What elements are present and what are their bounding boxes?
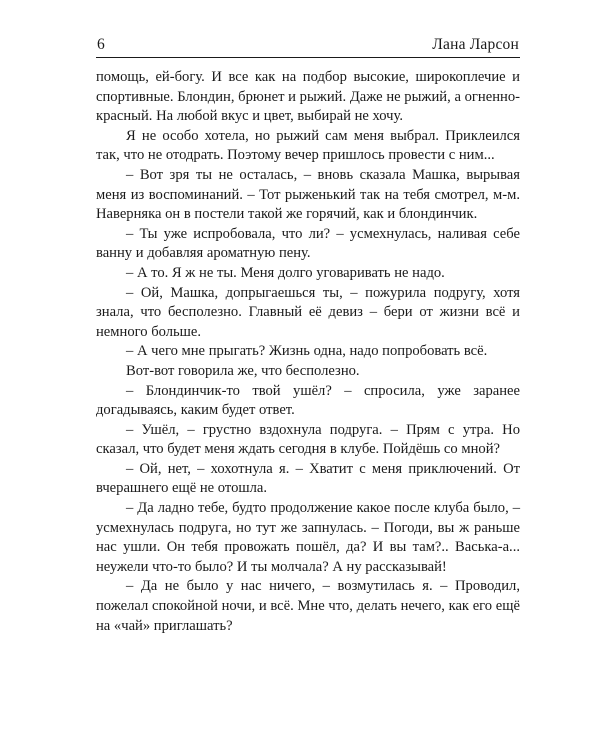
paragraph-10: – Ушёл, – грустно вздохнула подруга. – Прям с утра. Но сказал, что будет меня ждать сегодня в клубе. Пойдёшь со мной?	[96, 421, 520, 458]
paragraph-5: – А то. Я ж не ты. Меня долго уговаривать не надо.	[126, 264, 445, 281]
page-number: 6	[97, 36, 105, 53]
paragraph-2: Я не особо хотела, но рыжий сам меня выбрал. Приклеился так, что не отодрать. Поэтому вечер пришлось провести с ним...	[96, 127, 520, 164]
paragraph-7: – А чего мне прыгать? Жизнь одна, надо попробовать всё.	[126, 343, 488, 360]
body-text	[96, 68, 520, 636]
paragraph-11: – Ой, нет, – хохотнула я. – Хватит с меня приключений. От вчерашнего ещё не отошла.	[96, 460, 520, 497]
paragraph-6: – Ой, Машка, допрыгаешься ты, – пожурила подругу, хотя знала, что бесполезно. Главный её девиз – бери от жизни всё и немного больше.	[96, 284, 520, 340]
paragraph-8: Вот-вот говорила же, что бесполезно.	[126, 362, 360, 379]
paragraph-12: – Да ладно тебе, будто продолжение какое после клуба было, – усмехнулась подруга, но тут же запнулась. – Погоди, вы ж раньше нас ушли. Он тебя провожать пошёл, да? И вы там?.. Васька-а... неужели что-то было? И ты молчала? А ну рассказывай!	[96, 500, 520, 575]
paragraph-1: помощь, ей-богу. И все как на подбор высокие, широкоплечие и спортивные. Блондин, брюнет и рыжий. Даже не рыжий, а огненно-красный. На любой вкус и цвет, выбирай не хочу.	[96, 69, 520, 125]
paragraph-4: – Ты уже испробовала, что ли? – усмехнулась, наливая себе ванну и добавляя ароматную пену.	[96, 225, 520, 262]
paragraph-9: – Блондинчик-то твой ушёл? – спросила, уже заранее догадываясь, каким будет ответ.	[96, 382, 520, 419]
paragraph-13: – Да не было у нас ничего, – возмутилась я. – Проводил, пожелал спокойной ночи, и всё. Мне что, делать нечего, как его ещё на «чай» приглашать?	[96, 578, 520, 634]
author-name: Лана Ларсон	[432, 36, 519, 53]
paragraph-3: – Вот зря ты не осталась, – вновь сказала Машка, вырывая меня из воспоминаний. – Тот рыженький так на тебя смотрел, м-м. Наверняка он в постели такой же горячий, как и блондинчик.	[96, 166, 520, 223]
running-header	[96, 36, 520, 58]
book-page	[96, 36, 520, 636]
